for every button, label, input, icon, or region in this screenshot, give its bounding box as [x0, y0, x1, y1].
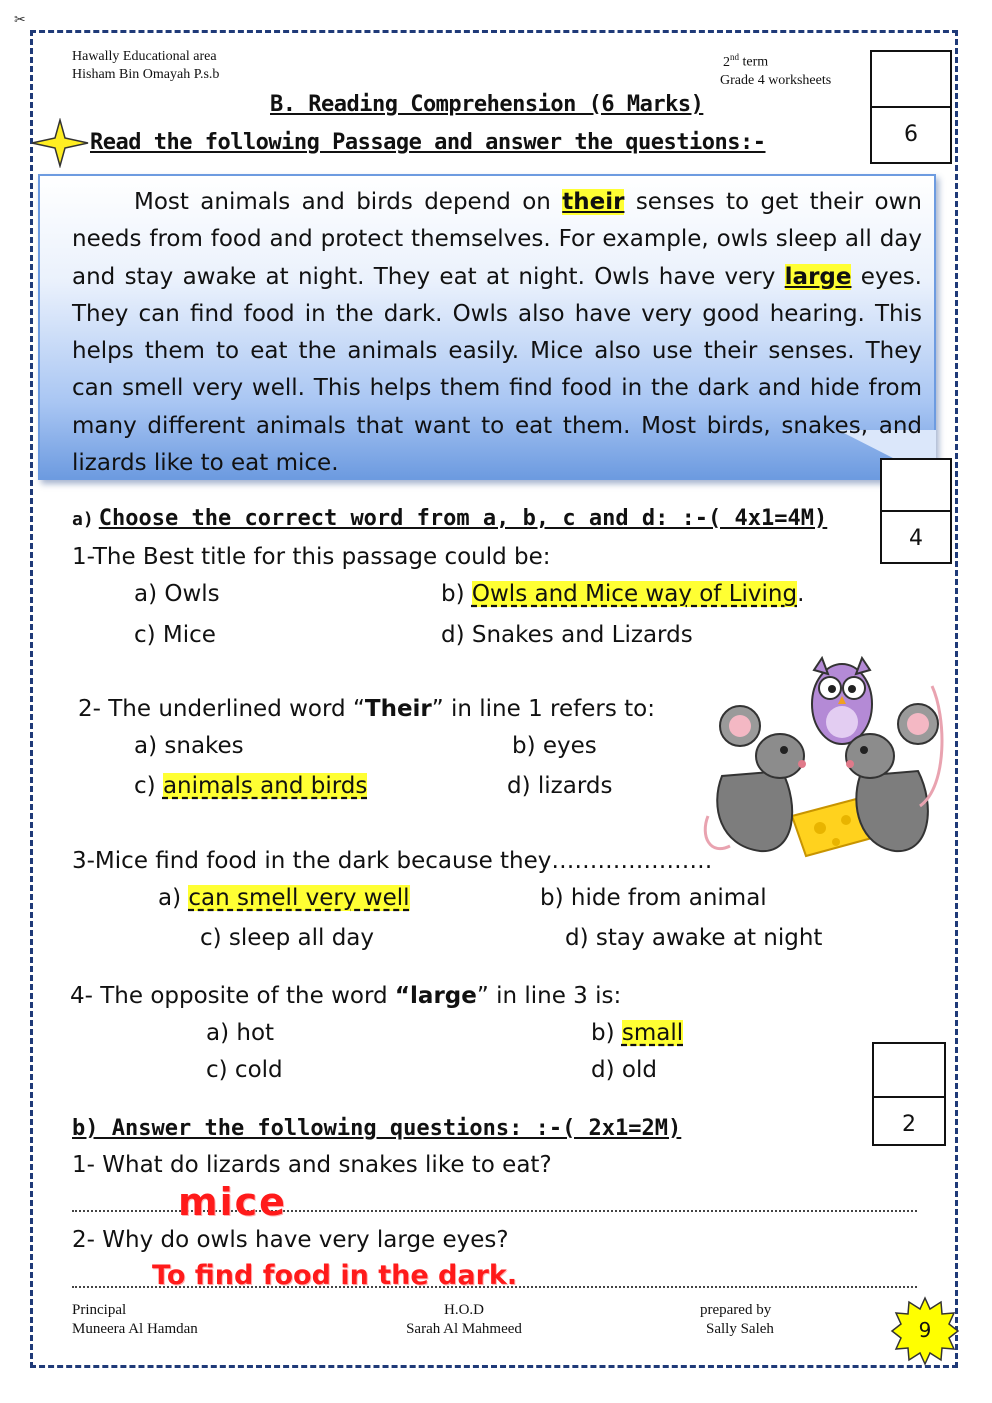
q1-option-b[interactable]: b) Owls and Mice way of Living.: [441, 581, 805, 607]
q1-option-c[interactable]: c) Mice: [134, 622, 216, 648]
part-b-question-2: 2- Why do owls have very large eyes?: [72, 1227, 509, 1253]
q3-option-d[interactable]: d) stay awake at night: [565, 925, 823, 951]
q3-option-a[interactable]: a) can smell very well: [158, 885, 410, 911]
score-box-part-b: [872, 1042, 946, 1146]
page-number: 9: [918, 1318, 932, 1342]
question-2: 2- The underlined word “Their” in line 1 refers to:: [78, 696, 655, 722]
highlight-their: their: [562, 189, 625, 215]
score-part-b: 2: [902, 1112, 916, 1137]
q2-option-c[interactable]: c) animals and birds: [134, 773, 368, 799]
score-box-part-a: [880, 458, 952, 564]
term-info: [720, 48, 831, 90]
page-number-badge: [890, 1296, 960, 1366]
part-a-heading: a) Choose the correct word from a, b, c and d: :-( 4x1=4M): [72, 506, 828, 531]
question-4: 4- The opposite of the word “large” in line 3 is:: [70, 983, 622, 1009]
q2-option-b[interactable]: b) eyes: [512, 733, 597, 759]
section-title: B. Reading Comprehension (6 Marks): [270, 92, 704, 117]
star-icon: [30, 118, 90, 168]
q3-option-b[interactable]: b) hide from animal: [540, 885, 767, 911]
score-part-a: 4: [909, 526, 923, 551]
q3-option-c[interactable]: c) sleep all day: [200, 925, 375, 951]
educational-area: Hawally Educational area: [72, 49, 217, 64]
grade: Grade 4 worksheets: [720, 72, 832, 88]
passage-text: Most animals and birds depend on their senses to get their own needs from food and protect themselves. For example, owls sleep all day and stay awake at night. They eat at night. Owls have very large eyes. They can find food in the dark. Owls also have very good hearing. This helps them to eat the animals easily. Mice also use their senses. They can smell very well. This helps them find food in the dark and hide from many different animals that want to eat them. Most birds, snakes, and lizards like to eat mice.: [72, 189, 923, 477]
school-info: [72, 48, 219, 84]
footer-prepared-by: prepared by Sally Saleh: [700, 1302, 774, 1337]
scissors-icon: ✂: [14, 12, 26, 28]
instruction: Read the following Passage and answer the questions:-: [90, 130, 766, 155]
handwritten-answer-2: To find food in the dark.: [152, 1260, 518, 1291]
q4-option-a[interactable]: a) hot: [206, 1020, 275, 1046]
score-total: 6: [904, 122, 918, 147]
highlight-large: large: [784, 263, 852, 290]
term: 2nd term: [723, 52, 769, 70]
q1-option-a[interactable]: a) Owls: [134, 581, 220, 607]
owl-mice-cheese-illustration: [700, 656, 950, 866]
handwritten-answer-1: mice: [178, 1180, 287, 1224]
question-3: 3-Mice find food in the dark because they…………………: [72, 848, 713, 874]
q4-option-c[interactable]: c) cold: [206, 1057, 283, 1083]
q4-option-b[interactable]: b) small: [591, 1020, 684, 1046]
school-name: Hisham Bin Omayah P.s.b: [72, 67, 220, 82]
part-b-heading: b) Answer the following questions: :-( 2x1=2M): [72, 1116, 682, 1141]
footer-hod: H.O.D Sarah Al Mahmeed: [406, 1302, 522, 1337]
q2-option-d[interactable]: d) lizards: [507, 773, 613, 799]
question-1: 1-The Best title for this passage could be:: [72, 544, 551, 570]
q4-option-d[interactable]: d) old: [591, 1057, 657, 1083]
score-box-total: [870, 50, 952, 164]
footer-principal: Principal Muneera Al Hamdan: [72, 1302, 198, 1337]
q1-option-d[interactable]: d) Snakes and Lizards: [441, 622, 693, 648]
part-b-question-1: 1- What do lizards and snakes like to eat?: [72, 1152, 552, 1178]
q2-option-a[interactable]: a) snakes: [134, 733, 244, 759]
